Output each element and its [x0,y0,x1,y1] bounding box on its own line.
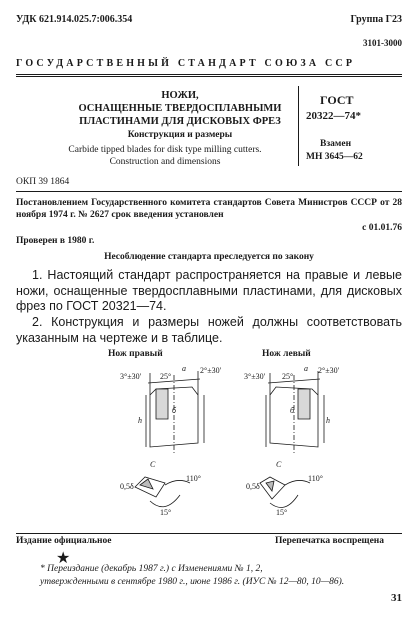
effective-date: с 01.01.76 [362,223,402,233]
decree-text: Постановлением Государственного комитета стандартов Совета Министров СССР от 28 ноября 1974 г. № 2627 срок введения установлен [16,198,402,220]
law-notice: Несоблюдение стандарта преследуется по закону [104,252,314,262]
replace-label: Взамен [320,139,352,149]
checked-note: Проверен в 1980 г. [16,236,95,246]
title-line: ОСНАЩЕННЫЕ ТВЕРДОСПЛАВНЫМИ [78,103,282,114]
gost-label: ГОСТ [320,93,354,107]
right-chamfer: 0,5δ [120,482,134,491]
reprint-notice: Перепечатка воспрещена [275,536,385,546]
title-separator [298,86,299,166]
group-code: Группа Г23 [350,14,402,25]
left-angle-bottom-right: 110° [308,474,323,483]
top-rule [16,74,402,75]
title-line: НОЖИ, [161,90,199,101]
left-dim-a: a [304,365,308,373]
right-dim-b: б [172,406,177,415]
right-dim-a: a [182,365,186,373]
okp-rule [16,191,402,192]
left-dim-c: C [276,460,282,469]
right-angle-bottom-right: 110° [186,474,201,483]
footer-rule [16,533,402,534]
left-angle-mid: 25° [282,372,294,381]
page-number: 31 [391,592,402,604]
right-angle-right: 2°±30' [200,366,222,375]
blade-drawings [120,365,410,535]
paragraph-1: 1. Настоящий стандарт распространяется на правые и левые ножи, оснащенные твердосплавными пластинами, для дисковых фрез по ГОСТ 20321—74. [16,268,402,313]
right-dim-h: h [138,416,142,425]
left-chamfer: 0,5δ [246,482,260,491]
gost-number: 20322—74* [306,110,361,122]
classifier-code: 3101-3000 [363,38,402,48]
figure-left-label: Нож левый [262,349,311,359]
right-blade-drawing [135,371,204,507]
left-angle-bottom: 15° [276,508,288,517]
right-angle-top-left: 3°±30' [120,372,142,381]
reissue-note [40,563,402,588]
paragraph-2: 2. Конструкция и размеры ножей должны соответствовать указанным на чертеже и в таблице. [16,315,402,345]
left-dim-h: h [326,416,330,425]
left-dim-b: б [290,406,295,415]
title-line: ПЛАСТИНАМИ ДЛЯ ДИСКОВЫХ ФРЕЗ [79,116,281,127]
left-angle-right: 2°±30' [318,366,340,375]
udk-code: УДК 621.914.025.7:006.354 [16,14,133,25]
document-title [70,89,290,128]
figure-right-label: Нож правый [108,349,163,359]
star-icon: ★ [56,550,71,567]
subtitle-en-line: Carbide tipped blades for disk type milling cutters. [68,145,262,155]
edition-label: Издание официальное [16,536,112,546]
right-dim-c: C [150,460,156,469]
left-angle-top-left: 3°±30' [244,372,266,381]
okp-code: ОКП 39 1864 [16,177,70,187]
subtitle-en [40,144,290,168]
right-angle-bottom: 15° [160,508,172,517]
subtitle-en-line: Construction and dimensions [109,157,221,167]
note-line: утвержденными в сентябре 1980 г., июне 1986 г. (ИУС № 12—80, 10—86). [40,576,345,587]
note-line: * Переиздание (декабрь 1987 г.) с Изменениями № 1, 2, [40,564,263,574]
top-rule-thin [16,76,402,77]
state-standard-heading: ГОСУДАРСТВЕННЫЙ СТАНДАРТ СОЮЗА ССР [16,58,356,69]
left-blade-drawing [260,371,324,508]
right-angle-mid: 25° [160,372,172,381]
subtitle-ru: Конструкция и размеры [127,130,233,140]
replace-value: МН 3645—62 [306,152,363,162]
